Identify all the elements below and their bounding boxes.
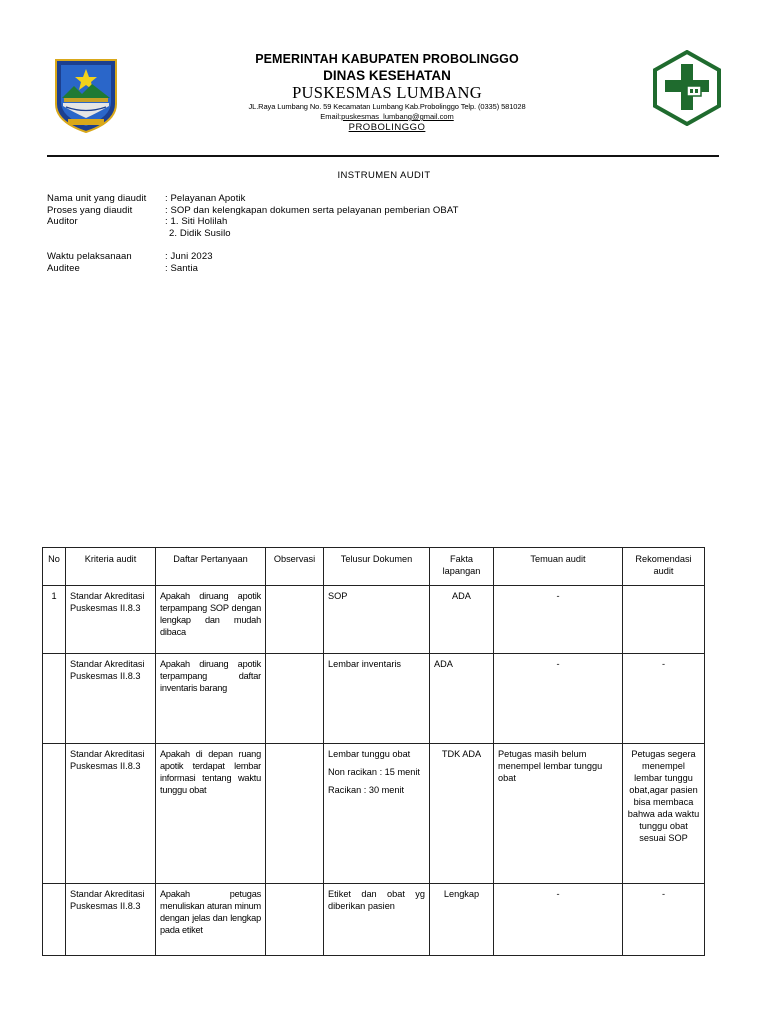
auditee-label: Auditee [47, 262, 80, 274]
unit-label: Nama unit yang diaudit [47, 193, 147, 204]
cell-temuan: Petugas masih belum menempel lembar tunggu obat [494, 744, 623, 884]
cell-telusur [324, 884, 430, 956]
auditor-2: 2. Didik Susilo [169, 227, 231, 239]
telusur-item: Etiket dan obat yg diberikan pasien [328, 889, 425, 911]
header-pertanyaan: Daftar Pertanyaan [156, 548, 266, 586]
cell-fakta: TDK ADA [430, 744, 494, 884]
telusur-item: Racikan : 30 menit [328, 785, 405, 795]
time-label: Waktu pelaksanaan [47, 251, 132, 262]
telusur-item: SOP [328, 591, 348, 601]
unit-value: : Pelayanan Apotik [165, 193, 246, 204]
telusur-item: Lembar inventaris [328, 659, 402, 669]
header-fakta: Fakta lapangan [430, 548, 494, 586]
cell-fakta: ADA [430, 586, 494, 654]
cell-rekomendasi [623, 586, 705, 654]
table-row [43, 744, 705, 884]
cell-no [43, 884, 66, 956]
telusur-item: Lembar tunggu obat [328, 749, 411, 759]
audit-table [42, 547, 705, 956]
header-no: No [43, 548, 66, 586]
table-row [43, 654, 705, 744]
email-link[interactable]: puskesmas_lumbang@gmail.com [341, 112, 454, 121]
document-title: INSTRUMEN AUDIT [337, 170, 431, 181]
cell-telusur [324, 654, 430, 744]
cell-fakta: ADA [430, 654, 494, 744]
government-name: PEMERINTAH KABUPATEN PROBOLINGGO [255, 52, 519, 66]
time-value: : Juni 2023 [165, 251, 213, 262]
cell-no [43, 654, 66, 744]
cell-no [43, 744, 66, 884]
cell-kriteria: Standar Akreditasi Puskesmas II.8.3 [66, 884, 156, 956]
cell-fakta: Lengkap [430, 884, 494, 956]
department-name: DINAS KESEHATAN [323, 68, 451, 83]
auditee-value: : Santia [165, 262, 199, 274]
email-line [187, 112, 587, 122]
cell-telusur [324, 744, 430, 884]
cell-telusur [324, 586, 430, 654]
address: JL.Raya Lumbang No. 59 Kecamatan Lumbang Kab.Probolinggo Telp. (0335) 581028 [248, 102, 526, 111]
city: PROBOLINGGO [348, 122, 426, 133]
process-label: Proses yang diaudit [47, 204, 133, 216]
cell-kriteria: Standar Akreditasi Puskesmas II.8.3 [66, 744, 156, 884]
table-row [43, 586, 705, 654]
puskesmas-name: PUSKESMAS LUMBANG [292, 83, 482, 102]
telusur-item: Non racikan : 15 menit [328, 767, 420, 777]
cell-kriteria: Standar Akreditasi Puskesmas II.8.3 [66, 654, 156, 744]
cell-kriteria: Standar Akreditasi Puskesmas II.8.3 [66, 586, 156, 654]
letterhead [187, 50, 587, 134]
auditor-label: Auditor [47, 216, 78, 227]
email-label: Email: [320, 112, 342, 121]
table-header-row [43, 548, 705, 586]
header-observasi: Observasi [266, 548, 324, 586]
header-kriteria: Kriteria audit [66, 548, 156, 586]
cell-no: 1 [43, 586, 66, 654]
cell-pertanyaan: Apakah diruang apotik terpampang SOP dengan lengkap dan mudah dibaca [156, 586, 266, 654]
cell-observasi [266, 884, 324, 956]
process-value: : SOP dan kelengkapan dokumen serta pelayanan pemberian OBAT [165, 204, 459, 216]
header-temuan: Temuan audit [494, 548, 623, 586]
auditor-1: : 1. Siti Holilah [165, 216, 228, 227]
kabupaten-probolinggo-emblem-icon [52, 56, 120, 134]
cell-rekomendasi: - [623, 884, 705, 956]
table-row [43, 884, 705, 956]
cell-pertanyaan: Apakah petugas menuliskan aturan minum dengan jelas dan lengkap pada etiket [156, 884, 266, 956]
cell-rekomendasi: - [623, 654, 705, 744]
header-telusur: Telusur Dokumen [324, 548, 430, 586]
header-divider [47, 155, 719, 157]
cell-pertanyaan: Apakah diruang apotik terpampang daftar inventaris barang [156, 654, 266, 744]
puskesmas-logo-icon [653, 50, 721, 126]
cell-temuan: - [494, 884, 623, 956]
cell-observasi [266, 654, 324, 744]
cell-pertanyaan: Apakah di depan ruang apotik terdapat lembar informasi tentang waktu tunggu obat [156, 744, 266, 884]
header-rekomendasi: Rekomendasi audit [623, 548, 705, 586]
cell-observasi [266, 586, 324, 654]
cell-temuan: - [494, 586, 623, 654]
cell-temuan: - [494, 654, 623, 744]
cell-rekomendasi: Petugas segera menempel lembar tunggu obat,agar pasien bisa membaca bahwa ada waktu tunggu obat sesuai SOP [623, 744, 705, 884]
cell-observasi [266, 744, 324, 884]
